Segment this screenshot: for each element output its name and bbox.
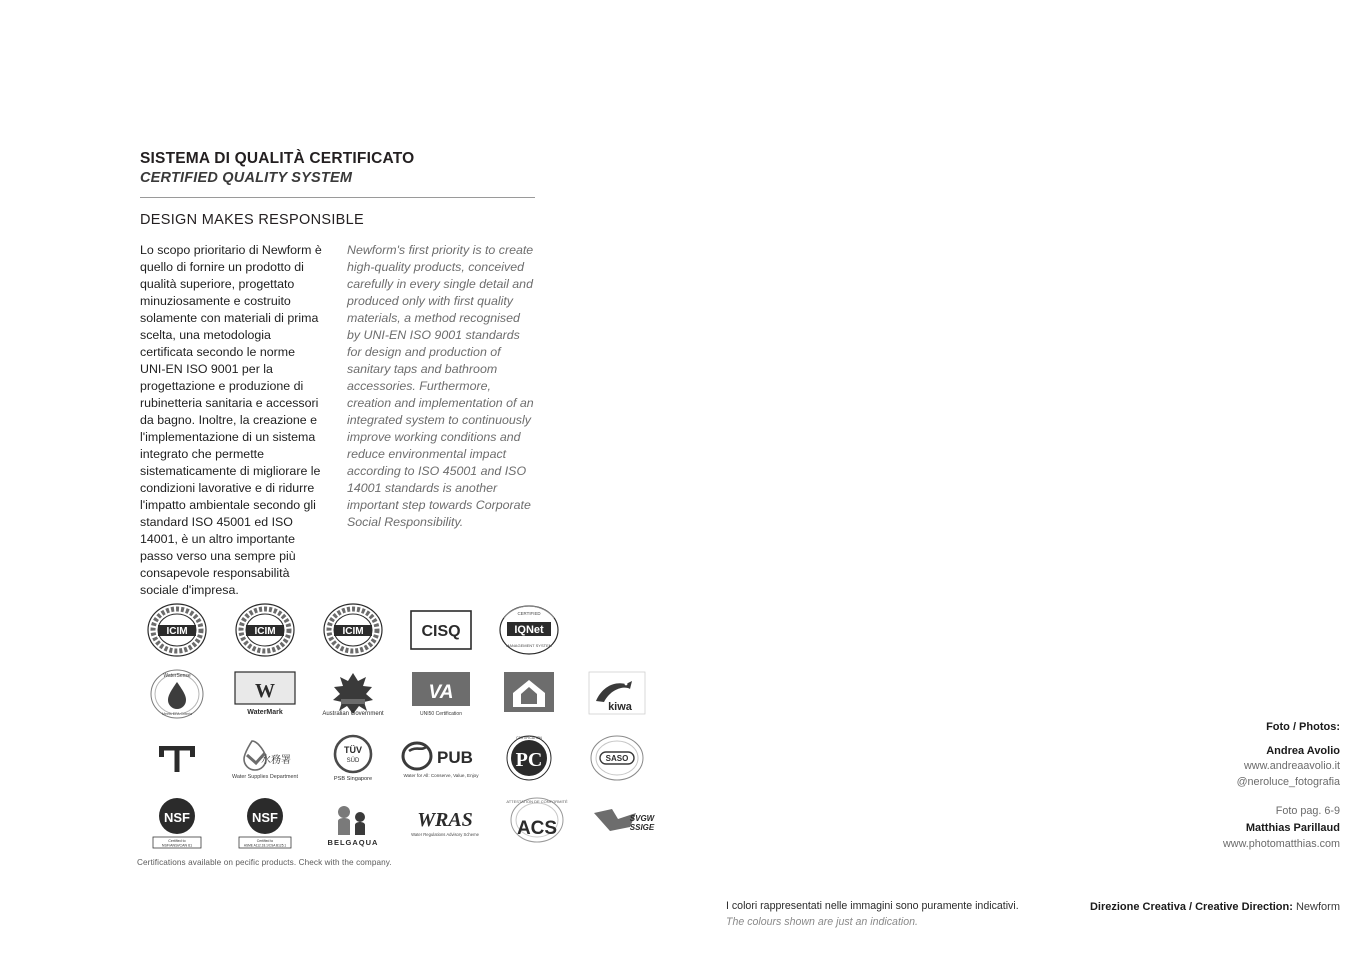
svg-text:WaterSense: WaterSense — [163, 673, 191, 679]
watersense-logo-icon — [133, 663, 221, 725]
icim-logo-icon — [133, 599, 221, 661]
icim-logo-icon — [221, 599, 309, 661]
nsf-logo-icon — [133, 791, 221, 853]
svg-text:ICIM: ICIM — [254, 626, 276, 637]
kiwa-logo-icon — [573, 663, 661, 725]
svg-text:CISQ: CISQ — [421, 623, 461, 640]
creative-direction-label: Direzione Creativa / Creative Direction: — [1089, 901, 1293, 913]
svg-text:kiwa: kiwa — [608, 701, 632, 713]
belgaqua-logo-icon — [309, 791, 397, 853]
svg-text:NSF: NSF — [252, 810, 278, 825]
colour-disclaimer-en: The colours shown are just an indication. — [726, 915, 918, 928]
svg-text:Certified to: Certified to — [168, 839, 186, 843]
svg-text:ACS: ACS — [516, 818, 558, 839]
svg-text:NSF/ANSI/CAN 61: NSF/ANSI/CAN 61 — [161, 843, 193, 848]
iqnet-logo-icon — [485, 599, 573, 661]
svg-text:BELGAQUA: BELGAQUA — [327, 838, 379, 847]
certification-logo-grid — [133, 598, 655, 854]
text-columns — [140, 242, 540, 599]
watermark-logo-icon — [221, 663, 309, 725]
tuv-sud-psb-logo-icon — [309, 727, 397, 789]
acs-logo-icon — [493, 791, 581, 853]
jis-mark-logo-icon — [133, 727, 221, 789]
svg-text:SVGW: SVGW — [629, 814, 655, 823]
svg-text:CERTIFICATION: CERTIFICATION — [516, 736, 542, 740]
icim-logo-icon — [309, 599, 397, 661]
photo-credits — [1010, 720, 1340, 852]
certifications-note: Certifications available on pecific products. Check with the company. — [137, 858, 392, 867]
svg-text:NSF: NSF — [164, 810, 190, 825]
svg-text:Water Regulations Advisory Sch: Water Regulations Advisory Scheme — [411, 832, 479, 837]
photos-label: Foto / Photos: — [1266, 721, 1340, 733]
svg-text:Water Supplies Department: Water Supplies Department — [231, 774, 299, 780]
svg-text:TÜV: TÜV — [344, 745, 362, 755]
section-subtitle: DESIGN MAKES RESPONSIBLE — [140, 212, 364, 228]
nsf-logo-icon — [221, 791, 309, 853]
australian-government-logo-icon — [309, 663, 397, 725]
photographer-website: www.andreaavolio.it — [1243, 760, 1340, 773]
page-title-en: CERTIFIED QUALITY SYSTEM — [140, 170, 353, 186]
paragraph-english: Newform's first priority is to create high-quality products, conceived carefully in every single detail and produced only with first quality materials, a method recognised by UNI-EN ISO 9001 standards for design and production of sanitary taps and bathroom accessories. Furthermore, creation and implementation of an integrated system to continuously improve working conditions and reduce environmental impact according to ISO 45001 and ISO 14001 standards is another important step towards Corporate Social Responsibility. — [347, 243, 534, 529]
logo-row — [133, 790, 655, 854]
paragraph-italian: Lo scopo prioritario di Newform è quello di fornire un prodotto di qualità superiore, progettato minuziosamente e costruito solamente con materiali di prima scelta, una metodologia certificata secondo le norme UNI-EN ISO 9001 per la progettazione e produzione di rubinetteria sanitaria e accessori da bagno. Inoltre, la creazione e l'implementazione di un sistema integrato che permette sistematicamente di migliorare le condizioni lavorative e di ridurre l'impatto ambientale secondo gli standard ISO 45001 ed ISO 14001, è un altro importante passo verso una sempre più consapevole responsabilità sociale d'impresa. — [140, 243, 322, 597]
wras-logo-icon — [397, 791, 493, 853]
page-title-it: SISTEMA DI QUALITÀ CERTIFICATO — [140, 150, 415, 167]
svgw-ssige-logo-icon — [581, 791, 669, 853]
svg-text:W: W — [255, 680, 275, 702]
svg-text:CERTIFIED: CERTIFIED — [517, 611, 541, 616]
logo-row — [133, 662, 632, 726]
va-certification-logo-icon — [397, 663, 485, 725]
svg-text:SASO: SASO — [605, 754, 629, 763]
svg-text:PC: PC — [515, 749, 543, 771]
svg-text:PUB: PUB — [437, 748, 473, 767]
svg-text:IQNet: IQNet — [514, 624, 544, 636]
svg-text:SSIGE: SSIGE — [629, 823, 655, 832]
title-divider — [140, 197, 535, 198]
creative-direction — [1090, 901, 1340, 913]
svg-text:ASME A112.18.1/CSA B125.1: ASME A112.18.1/CSA B125.1 — [243, 843, 287, 848]
svg-text:MANAGEMENT SYSTEM: MANAGEMENT SYSTEM — [505, 643, 553, 648]
svg-text:WaterMark: WaterMark — [247, 709, 283, 716]
cisq-logo-icon — [397, 599, 485, 661]
svg-text:UNI50 Certification: UNI50 Certification — [420, 711, 462, 717]
svg-text:Certified to: Certified to — [256, 839, 274, 843]
water-supplies-department-logo-icon — [221, 727, 309, 789]
saso-logo-icon — [573, 727, 661, 789]
svg-text:VA: VA — [428, 682, 454, 703]
svg-text:水務署: 水務署 — [261, 755, 291, 766]
svg-text:ICIM: ICIM — [166, 626, 188, 637]
svg-text:PSB Singapore: PSB Singapore — [333, 776, 373, 782]
pub-singapore-logo-icon — [397, 727, 485, 789]
photographer-name: Andrea Avolio — [1266, 744, 1340, 757]
creative-direction-value: Newform — [1295, 901, 1340, 913]
colour-disclaimer-it: I colori rappresentati nelle immagini sono puramente indicativi. — [726, 900, 1019, 912]
photo-pages-label: Foto pag. 6-9 — [1275, 804, 1340, 817]
logo-row — [133, 726, 629, 790]
svg-text:Australian Government: Australian Government — [322, 711, 384, 717]
photographer-handle: @neroluce_fotografia — [1236, 775, 1340, 788]
photographer2-name: Matthias Parillaud — [1245, 822, 1340, 835]
svg-text:WRAS: WRAS — [417, 809, 473, 831]
svg-text:Water for All: Conserve, Value: Water for All: Conserve, Value, Enjoy — [403, 773, 479, 778]
photographer2-website: www.photomatthias.com — [1222, 837, 1340, 850]
svg-text:Meets EPA Criteria: Meets EPA Criteria — [161, 712, 193, 716]
content-block — [140, 150, 540, 599]
svg-text:ICIM: ICIM — [342, 626, 364, 637]
colour-disclaimer — [726, 899, 1019, 931]
svg-text:ATTESTATION DE CONFORMITÉ: ATTESTATION DE CONFORMITÉ — [506, 799, 568, 804]
logo-row — [133, 598, 553, 662]
credits-spacer — [1010, 790, 1340, 804]
va-house-logo-icon — [485, 663, 573, 725]
pc-certification-logo-icon — [485, 727, 573, 789]
svg-text:SÜD: SÜD — [346, 758, 360, 764]
